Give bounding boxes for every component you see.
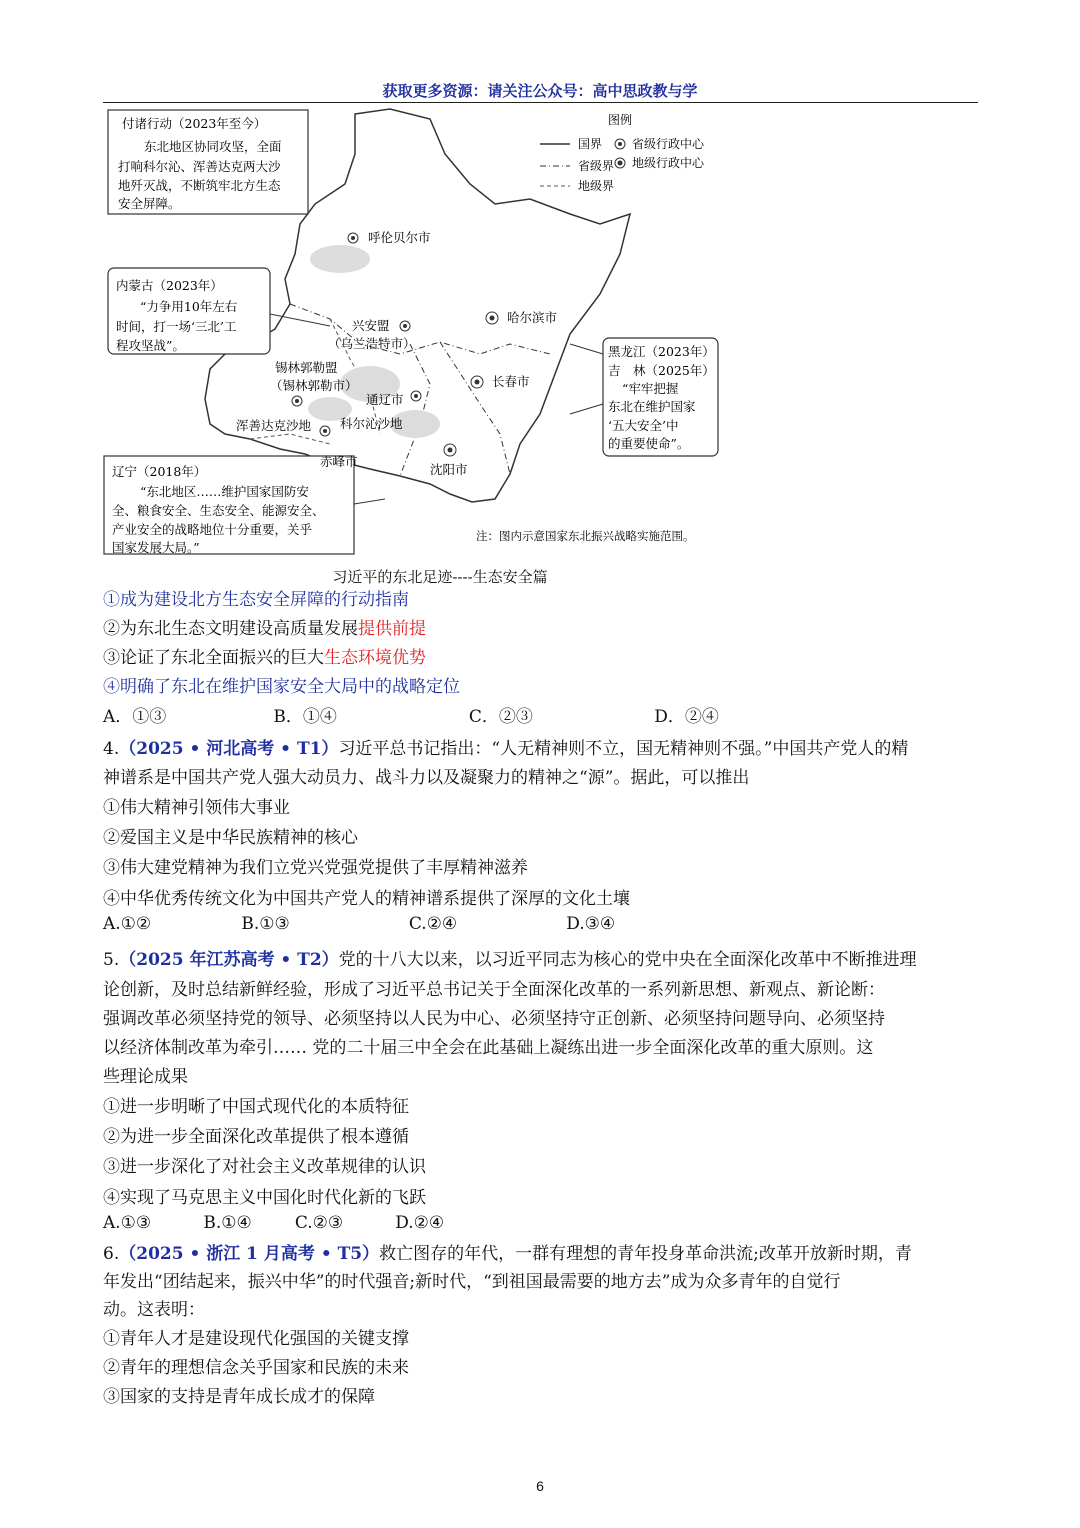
svg-text:（锡林郭勒市）: （锡林郭勒市） — [270, 378, 358, 393]
svg-text:东北地区协同攻坚，全面: 东北地区协同攻坚，全面 — [144, 139, 282, 154]
svg-text:‘五大安全’中: ‘五大安全’中 — [608, 418, 679, 433]
q5-statement-1: ①进一步明晰了中国式现代化的本质特征 — [103, 1097, 409, 1117]
q6-stem-line1: 6.（2025 • 浙江 1 月高考 • T5）救亡图存的年代，一群有理想的青年投身革命洪流;改革开放新时期，青 — [103, 1244, 912, 1264]
northeast-map-figure — [100, 104, 740, 564]
svg-text:图例: 图例 — [608, 113, 633, 127]
svg-text:“牢牢把握: “牢牢把握 — [622, 381, 679, 396]
q5-stem-line5: 些理论成果 — [103, 1067, 188, 1087]
svg-text:长春市: 长春市 — [492, 374, 530, 389]
q3-option-c[interactable]: C．②③ — [468, 707, 533, 727]
svg-text:国家发展大局。”: 国家发展大局。” — [112, 540, 200, 555]
q4-option-d[interactable]: D.③④ — [566, 914, 616, 934]
svg-text:地级行政中心: 地级行政中心 — [632, 156, 705, 170]
q4-statement-1: ①伟大精神引领伟大事业 — [103, 798, 290, 818]
q4-stem-line1: 4.（2025 • 河北高考 • T1）习近平总书记指出：“人无精神则不立，国无精神则不强。”中国共产党人的精 — [103, 739, 909, 759]
q5-statement-4: ④实现了马克思主义中国化时代化新的飞跃 — [103, 1188, 426, 1208]
svg-text:兴安盟: 兴安盟 — [352, 318, 390, 333]
svg-text:全、粮食安全、生态安全、能源安全、: 全、粮食安全、生态安全、能源安全、 — [112, 503, 325, 518]
svg-text:打响科尔沁、浑善达克两大沙: 打响科尔沁、浑善达克两大沙 — [118, 159, 281, 174]
sandy-land-patch — [310, 245, 370, 273]
svg-text:（乌兰浩特市）: （乌兰浩特市） — [328, 336, 416, 351]
svg-text:“力争用10年左右: “力争用10年左右 — [140, 299, 238, 314]
svg-text:锡林郭勒盟: 锡林郭勒盟 — [275, 360, 338, 375]
svg-text:辽宁（2018年）: 辽宁（2018年） — [112, 464, 207, 479]
callout-box-fuzhu — [108, 110, 308, 214]
q5-statement-2: ②为进一步全面深化改革提供了根本遵循 — [103, 1127, 409, 1147]
callout-title: 付诸行动（2023年至今） — [122, 116, 267, 131]
svg-text:东北在维护国家: 东北在维护国家 — [608, 399, 696, 414]
svg-text:省级界: 省级界 — [578, 159, 615, 173]
svg-text:黑龙江（2023年）: 黑龙江（2023年） — [608, 344, 715, 359]
q5-option-c[interactable]: C.②③ — [294, 1213, 344, 1233]
svg-text:程攻坚战”。: 程攻坚战”。 — [116, 338, 185, 353]
page-number: 6 — [536, 1478, 544, 1494]
q4-stem-line2: 神谱系是中国共产党人强大动员力、战斗力以及凝聚力的精神之“源”。据此，可以推出 — [103, 768, 750, 788]
q5-stem-line4: 以经济体制改革为牵引…… 党的二十届三中全会在此基础上凝练出进一步全面深化改革的重大原则。这 — [103, 1038, 874, 1058]
q4-option-c[interactable]: C.②④ — [408, 914, 458, 934]
q3-options — [103, 702, 719, 727]
svg-text:安全屏障。: 安全屏障。 — [118, 196, 181, 211]
svg-text:产业安全的战略地位十分重要，关乎: 产业安全的战略地位十分重要，关乎 — [112, 522, 313, 537]
province-border-line — [440, 342, 510, 474]
callout-box-neimenggu — [108, 268, 330, 354]
q4-options — [103, 914, 615, 934]
svg-text:的重要使命”。: 的重要使命”。 — [608, 436, 690, 451]
svg-text:哈尔滨市: 哈尔滨市 — [507, 310, 558, 325]
svg-text:通辽市: 通辽市 — [366, 392, 404, 407]
svg-text:呼伦贝尔市: 呼伦贝尔市 — [368, 230, 431, 245]
q3-option-d[interactable]: D．②④ — [654, 707, 719, 727]
q3-option-a[interactable]: A．①③ — [103, 707, 167, 727]
svg-text:沈阳市: 沈阳市 — [430, 462, 468, 477]
q3-statement-4: ④明确了东北在维护国家安全大局中的战略定位 — [103, 677, 460, 697]
svg-text:“东北地区……维护国家国防安: “东北地区……维护国家国防安 — [140, 484, 309, 499]
header-divider — [103, 102, 978, 103]
svg-text:科尔沁沙地: 科尔沁沙地 — [340, 416, 403, 431]
q4-statement-4: ④中华优秀传统文化为中国共产党人的精神谱系提供了深厚的文化土壤 — [103, 889, 630, 909]
q5-stem-line1: 5.（2025 年江苏高考 • T2）党的十八大以来，以习近平同志为核心的党中央在全面深化改革中不断推进理 — [103, 950, 917, 970]
q5-option-a[interactable]: A.①③ — [103, 1213, 152, 1233]
q3-option-b[interactable]: B．①④ — [273, 707, 337, 727]
page-header: 获取更多资源：请关注公众号：高中思政教与学 — [382, 82, 698, 100]
q5-stem-line3: 强调改革必须坚持党的领导、必须坚持以人民为中心、必须坚持守正创新、必须坚持问题导向、必须坚持 — [103, 1009, 885, 1029]
callout-box-heilongjiang — [570, 338, 718, 456]
svg-text:浑善达克沙地: 浑善达克沙地 — [236, 418, 312, 433]
q4-statement-3: ③伟大建党精神为我们立党兴党强党提供了丰厚精神滋养 — [103, 858, 528, 878]
svg-text:内蒙古（2023年）: 内蒙古（2023年） — [116, 278, 223, 293]
map-legend — [540, 112, 705, 193]
q6-statement-2: ②青年的理想信念关乎国家和民族的未来 — [103, 1358, 409, 1378]
q6-statement-1: ①青年人才是建设现代化强国的关键支撑 — [103, 1329, 409, 1349]
q4-option-a[interactable]: A.①② — [103, 914, 152, 934]
q3-statement-1: ①成为建设北方生态安全屏障的行动指南 — [103, 590, 409, 610]
q6-stem-line3: 动。这表明： — [103, 1300, 205, 1320]
svg-text:赤峰市: 赤峰市 — [320, 454, 358, 469]
q6-statement-3: ③国家的支持是青年成长成才的保障 — [103, 1387, 375, 1407]
svg-text:国界: 国界 — [578, 137, 603, 151]
map-caption: 习近平的东北足迹----生态安全篇 — [332, 568, 548, 586]
callout-box-liaoning — [104, 456, 385, 555]
q3-statement-2: ②为东北生态文明建设高质量发展提供前提 — [103, 619, 426, 639]
q5-statement-3: ③进一步深化了对社会主义改革规律的认识 — [103, 1157, 426, 1177]
svg-text:时间，打一场‘三北’工: 时间，打一场‘三北’工 — [116, 319, 237, 334]
svg-text:吉 林（2025年）: 吉 林（2025年） — [608, 363, 715, 378]
q4-statement-2: ②爱国主义是中华民族精神的核心 — [103, 828, 358, 848]
q4-option-b[interactable]: B.①③ — [241, 914, 290, 934]
map-note: 注：图内示意国家东北振兴战略实施范围。 — [476, 529, 695, 543]
q5-stem-line2: 论创新，及时总结新鲜经验，形成了习近平总书记关于全面深化改革的一系列新思想、新观点、新论断： — [103, 980, 885, 1000]
svg-text:地歼灭战，不断筑牢北方生态: 地歼灭战，不断筑牢北方生态 — [118, 178, 281, 193]
svg-text:省级行政中心: 省级行政中心 — [632, 137, 705, 151]
q5-option-b[interactable]: B.①④ — [203, 1213, 252, 1233]
q3-statement-3: ③论证了东北全面振兴的巨大生态环境优势 — [103, 648, 426, 668]
q6-stem-line2: 年发出“团结起来，振兴中华”的时代强音;新时代，“到祖国最需要的地方去”成为众多青年的自觉行 — [103, 1272, 841, 1292]
svg-text:地级界: 地级界 — [578, 179, 615, 193]
q5-option-d[interactable]: D.②④ — [395, 1213, 445, 1233]
q5-options — [103, 1213, 444, 1233]
